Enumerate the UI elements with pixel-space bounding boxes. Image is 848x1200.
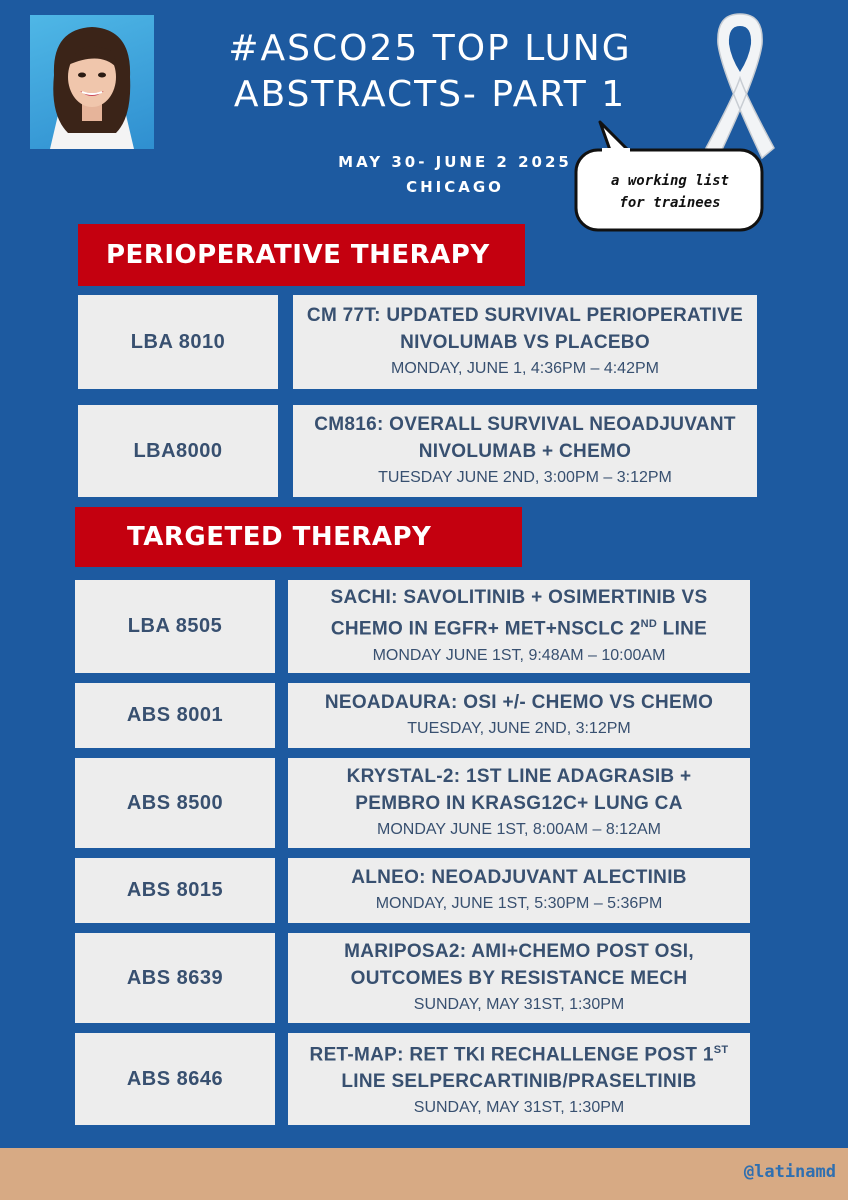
author-avatar: [30, 15, 154, 149]
abstract-description: [293, 405, 757, 497]
abstract-description: [288, 1033, 750, 1125]
abstract-id-lba8010: LBA 8010: [78, 295, 278, 389]
abstract-title-line: MARIPOSA2: AMI+CHEMO POST OSI,: [344, 941, 694, 962]
abstract-time: MONDAY JUNE 1ST, 8:00AM – 8:12AM: [377, 821, 661, 838]
abstract-title-line: NIVOLUMAB VS PLACEBO: [400, 332, 650, 353]
abstract-title-line: OUTCOMES BY RESISTANCE MECH: [350, 968, 688, 989]
ordinal-suffix: ND: [640, 618, 658, 631]
abstract-time: MONDAY, JUNE 1, 4:36PM – 4:42PM: [391, 360, 659, 377]
abstract-title-line: KRYSTAL-2: 1ST LINE ADAGRASIB +: [346, 766, 692, 787]
abstract-title: [325, 689, 713, 716]
section-header-perioperative: PERIOPERATIVE THERAPY: [78, 224, 525, 286]
portrait-illustration: [30, 15, 154, 149]
abstract-description: [288, 683, 750, 748]
author-handle: @latinamd: [743, 1162, 836, 1182]
abstract-title: [344, 938, 694, 992]
abstract-time: MONDAY, JUNE 1ST, 5:30PM – 5:36PM: [375, 895, 663, 912]
speech-bubble-text: [582, 170, 758, 214]
abstract-title: [351, 864, 687, 891]
abstract-id-abs8001: ABS 8001: [75, 683, 275, 748]
abstract-time: TUESDAY JUNE 2ND, 3:00PM – 3:12PM: [378, 469, 672, 486]
abstract-id-abs8500: ABS 8500: [75, 758, 275, 848]
title-line-1: #ASCO25 TOP LUNG: [228, 28, 632, 69]
abstract-id-abs8015: ABS 8015: [75, 858, 275, 923]
title-text: CHEMO IN EGFR+ MET+NSCLC 2: [330, 618, 641, 640]
abstract-title: [331, 584, 708, 642]
abstract-id-abs8639: ABS 8639: [75, 933, 275, 1023]
abstract-id-abs8646: ABS 8646: [75, 1033, 275, 1125]
abstract-description: [288, 858, 750, 923]
bubble-line-2: for trainees: [619, 195, 721, 211]
abstract-description: [288, 933, 750, 1023]
event-city: CHICAGO: [406, 178, 504, 196]
abstract-title-line: [331, 611, 708, 642]
abstract-title: [307, 302, 743, 356]
abstract-description: [288, 758, 750, 848]
abstract-description: [293, 295, 757, 389]
abstract-title-line: LINE SELPERCARTINIB/PRASELTINIB: [341, 1071, 697, 1093]
abstract-title-line: NEOADAURA: OSI +/- CHEMO VS CHEMO: [324, 692, 714, 713]
section-header-targeted: TARGETED THERAPY: [75, 507, 522, 567]
title-text: RET-MAP: RET TKI RECHALLENGE POST 1: [309, 1044, 714, 1066]
bubble-line-1: a working list: [610, 173, 729, 189]
abstract-title-line: ALNEO: NEOADJUVANT ALECTINIB: [351, 867, 687, 888]
event-dates: MAY 30- JUNE 2 2025: [338, 153, 572, 171]
abstract-title: [347, 763, 692, 817]
title-line-2: ABSTRACTS- PART 1: [233, 74, 627, 115]
abstract-title: [314, 411, 736, 465]
abstract-description: [288, 580, 750, 673]
abstract-time: SUNDAY, MAY 31ST, 1:30PM: [413, 996, 625, 1013]
abstract-title-line: CM816: OVERALL SURVIVAL NEOADJUVANT: [314, 414, 736, 435]
page-title: [180, 26, 680, 118]
abstract-id-lba8505: LBA 8505: [75, 580, 275, 673]
abstract-title-line: NIVOLUMAB + CHEMO: [418, 441, 632, 462]
abstract-title-line: SACHI: SAVOLITINIB + OSIMERTINIB VS: [330, 587, 708, 609]
footer-bar: [0, 1148, 848, 1200]
title-text: LINE: [657, 618, 708, 640]
abstract-title-line: PEMBRO IN KRASG12C+ LUNG CA: [355, 793, 683, 814]
abstract-title-line: CM 77T: UPDATED SURVIVAL PERIOPERATIVE: [306, 305, 744, 326]
abstract-id-lba8000: LBA8000: [78, 405, 278, 497]
abstract-time: TUESDAY, JUNE 2ND, 3:12PM: [407, 720, 631, 737]
abstract-title-line: [310, 1037, 729, 1068]
abstract-time: MONDAY JUNE 1ST, 9:48AM – 10:00AM: [372, 646, 666, 664]
abstract-time: SUNDAY, MAY 31ST, 1:30PM: [413, 1099, 625, 1117]
abstract-title: [310, 1037, 729, 1095]
ordinal-suffix: ST: [713, 1043, 729, 1056]
